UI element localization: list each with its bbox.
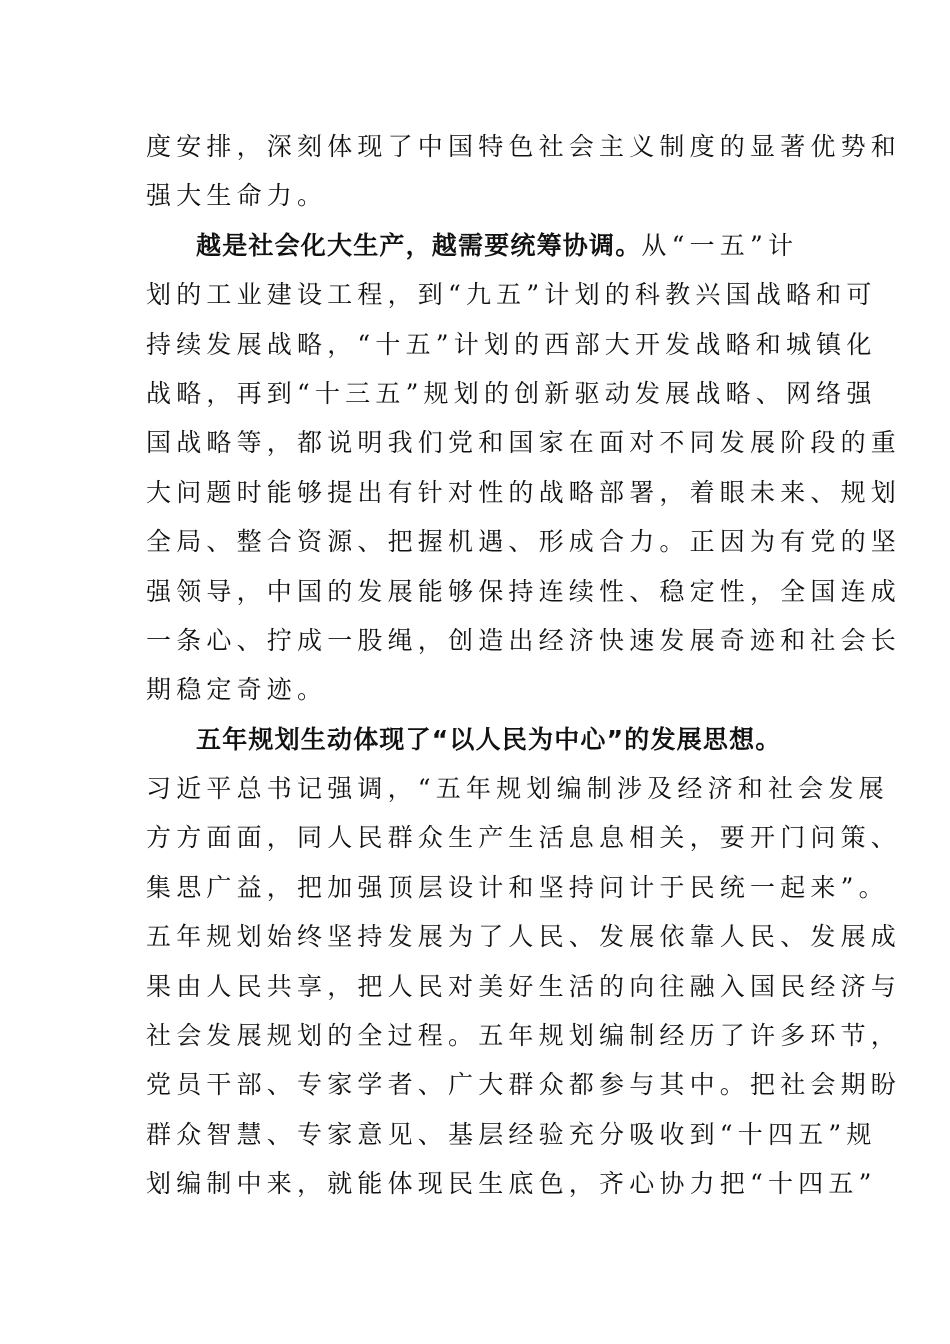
line-text: 习近平总书记强调，“五年规划编制涉及经济和社会发展 — [146, 774, 889, 804]
text-line — [146, 320, 877, 369]
text-line — [146, 1110, 877, 1159]
line-text: 划编制中来，就能体现民生底色，齐心协力把“十四五” — [146, 1169, 877, 1199]
line-text: 果由人民共享，把人民对美好生活的向往融入国民经济与 — [146, 971, 902, 1001]
text-line — [146, 468, 902, 517]
line-text: 社会发展规划的全过程。五年规划编制经历了许多环节， — [146, 1021, 902, 1051]
line-text: 划的工业建设工程，到“九五”计划的科教兴国战略和可 — [146, 280, 877, 310]
line-text: 从“一五”计 — [641, 230, 799, 260]
text-line — [146, 270, 877, 319]
text-line — [146, 962, 902, 1011]
paragraph-start-line — [146, 221, 806, 270]
line-text: 度安排，深刻体现了中国特色社会主义制度的显著优势和 — [146, 132, 902, 161]
text-line — [146, 665, 806, 714]
text-line — [146, 863, 889, 912]
line-text: 强领导，中国的发展能够保持连续性、稳定性，全国连成 — [146, 576, 902, 606]
text-line — [146, 567, 902, 616]
line-text: 期稳定奇迹。 — [146, 675, 328, 705]
text-line — [146, 171, 806, 220]
line-text: 五年规划始终坚持发展为了人民、发展依靠人民、发展成 — [146, 922, 902, 952]
paragraph-heading: 五年规划生动体现了“以人民为中心”的发展思想。 — [196, 724, 782, 754]
line-text: 持续发展战略，“十五”计划的西部大开发战略和城镇化 — [146, 329, 877, 359]
text-line — [146, 418, 902, 467]
text-line — [146, 1011, 902, 1060]
line-text: 强大生命力。 — [146, 181, 328, 211]
text-line — [146, 813, 902, 862]
line-text: 全局、整合资源、把握机遇、形成合力。正因为有党的坚 — [146, 527, 902, 557]
document-body — [146, 122, 902, 1209]
text-line — [146, 1060, 902, 1109]
text-line — [146, 616, 902, 665]
paragraph-start-line — [146, 715, 806, 764]
line-text: 方方面面，同人民群众生产生活息息相关，要开门问策、 — [146, 823, 902, 853]
line-text: 国战略等，都说明我们党和国家在面对不同发展阶段的重 — [146, 428, 902, 458]
line-text: 党员干部、专家学者、广大群众都参与其中。把社会期盼 — [146, 1070, 902, 1100]
line-text: 战略，再到“十三五”规划的创新驱动发展战略、网络强 — [146, 378, 877, 408]
paragraph-heading: 越是社会化大生产，越需要统筹协调。 — [196, 230, 642, 260]
line-text: 群众智慧、专家意见、基层经验充分吸收到“十四五”规 — [146, 1119, 877, 1149]
line-text: 一条心、拧成一股绳，创造出经济快速发展奇迹和社会长 — [146, 625, 902, 655]
text-line — [146, 912, 902, 961]
line-text: 大问题时能够提出有针对性的战略部署，着眼未来、规划 — [146, 477, 902, 507]
text-line — [146, 764, 889, 813]
text-line — [146, 122, 902, 171]
text-line — [146, 369, 877, 418]
text-line — [146, 1159, 877, 1208]
text-line — [146, 517, 902, 566]
line-text: 集思广益，把加强顶层设计和坚持问计于民统一起来”。 — [146, 872, 889, 902]
